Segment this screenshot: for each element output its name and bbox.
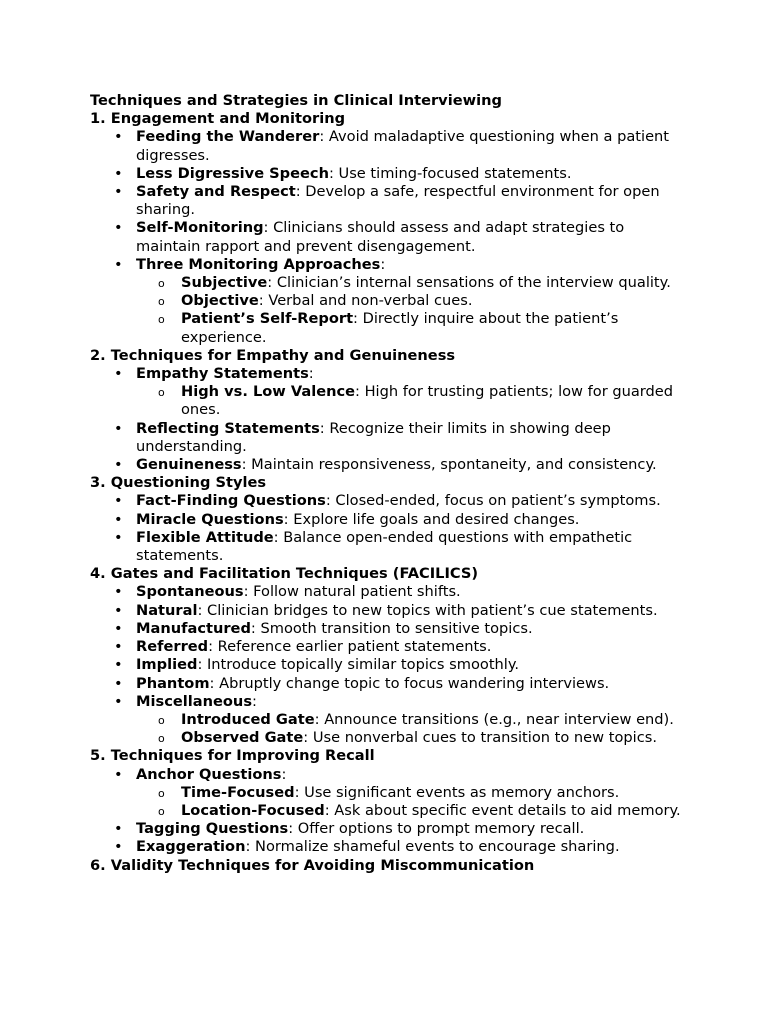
section-heading: 3. Questioning Styles — [90, 474, 267, 492]
bullet-list — [90, 583, 690, 747]
item-text: : — [252, 692, 257, 710]
item-term: Natural — [136, 601, 198, 619]
item-text: : Verbal and non-verbal cues. — [258, 292, 473, 310]
item-term: Safety and Respect — [136, 183, 296, 201]
bullet-list — [90, 365, 690, 474]
item-text: : Maintain responsiveness, spontaneity, and consistency. — [241, 456, 657, 474]
list-item — [90, 583, 690, 601]
bullet-list — [90, 766, 690, 857]
list-item — [90, 529, 690, 565]
item-text: : Clinician bridges to new topics with patient’s cue statements. — [197, 601, 658, 619]
item-term: Feeding the Wanderer — [136, 128, 320, 146]
list-item — [90, 256, 690, 347]
item-text: : Directly inquire about the patient’s experience. — [181, 310, 619, 346]
item-text: : Announce transitions (e.g., near interview end). — [314, 710, 674, 728]
sub-bullet-list — [90, 274, 690, 347]
item-text: : Recognize their limits in showing deep understanding. — [136, 419, 611, 455]
sub-list-item — [90, 310, 690, 346]
item-text: : Abruptly change topic to focus wandering interviews. — [209, 674, 610, 692]
item-text: : Introduce topically similar topics smoothly. — [197, 656, 520, 674]
list-item — [90, 820, 690, 838]
list-item — [90, 219, 690, 255]
item-text: : Clinician’s internal sensations of the interview quality. — [267, 274, 671, 292]
section-heading: 4. Gates and Facilitation Techniques (FACILICS) — [90, 565, 479, 583]
item-text: : — [380, 255, 386, 273]
item-text: : Avoid maladaptive questioning when a patient digresses. — [136, 128, 670, 164]
sub-list-item — [90, 711, 690, 729]
item-text: : Closed-ended, focus on patient’s symptoms. — [325, 492, 661, 510]
item-term: Spontaneous — [136, 583, 244, 601]
list-item — [90, 656, 690, 674]
item-term: Objective — [181, 292, 259, 310]
item-term: Fact-Finding Questions — [136, 492, 326, 510]
list-item — [90, 511, 690, 529]
item-text: : Ask about specific event details to aid memory. — [324, 801, 681, 819]
item-text: : Use timing-focused statements. — [328, 164, 572, 182]
list-item — [90, 693, 690, 748]
sub-list-item — [90, 802, 690, 820]
item-term: Phantom — [136, 674, 210, 692]
item-term: Introduced Gate — [181, 710, 315, 728]
list-item — [90, 766, 690, 821]
list-item — [90, 365, 690, 420]
item-text: : Clinicians should assess and adapt strategies to maintain rapport and prevent disengagement. — [136, 219, 625, 255]
item-term: Empathy Statements — [136, 365, 309, 383]
list-item — [90, 602, 690, 620]
sub-bullet-list — [90, 711, 690, 747]
list-item — [90, 128, 690, 164]
sub-list-item — [90, 383, 690, 419]
document-title: Techniques and Strategies in Clinical Interviewing — [90, 92, 502, 109]
list-item — [90, 165, 690, 183]
item-term: Three Monitoring Approaches — [136, 255, 381, 273]
item-term: Miracle Questions — [136, 510, 284, 528]
section-heading: 2. Techniques for Empathy and Genuineness — [90, 346, 456, 364]
item-text: : Balance open-ended questions with empathetic statements. — [136, 528, 633, 565]
item-term: Flexible Attitude — [136, 528, 274, 546]
item-term: Observed Gate — [181, 729, 304, 747]
item-term: Implied — [136, 656, 198, 674]
list-item — [90, 456, 690, 474]
item-text: : Use significant events as memory anchors. — [294, 783, 620, 801]
list-item — [90, 183, 690, 219]
item-term: Referred — [136, 638, 209, 656]
list-item — [90, 620, 690, 638]
item-term: Exaggeration — [136, 838, 246, 856]
bullet-list — [90, 492, 690, 565]
item-text: : Reference earlier patient statements. — [208, 638, 492, 656]
item-term: Miscellaneous — [136, 692, 253, 710]
item-term: Location-Focused — [181, 801, 325, 819]
section-heading: 5. Techniques for Improving Recall — [90, 747, 375, 765]
item-text: : Smooth transition to sensitive topics. — [250, 619, 533, 637]
bullet-list — [90, 128, 690, 346]
item-text: : Normalize shameful events to encourage sharing. — [245, 838, 620, 856]
item-term: Tagging Questions — [136, 820, 289, 838]
item-text: : — [281, 765, 287, 783]
item-term: Genuineness — [136, 456, 242, 474]
item-term: Reflecting Statements — [136, 419, 320, 437]
item-term: Subjective — [181, 274, 268, 292]
item-text: : Follow natural patient shifts. — [243, 583, 461, 601]
item-term: High vs. Low Valence — [181, 383, 356, 401]
item-text: : Develop a safe, respectful environment for open sharing. — [136, 183, 660, 219]
sub-bullet-list — [90, 383, 690, 419]
sub-list-item — [90, 274, 690, 292]
list-item — [90, 675, 690, 693]
list-item — [90, 838, 690, 856]
document-body — [90, 92, 690, 875]
sub-list-item — [90, 784, 690, 802]
section-heading: 1. Engagement and Monitoring — [90, 110, 346, 128]
item-term: Time-Focused — [181, 783, 295, 801]
sub-list-item — [90, 292, 690, 310]
item-text: : — [308, 365, 314, 383]
section-heading: 6. Validity Techniques for Avoiding Miscommunication — [90, 856, 535, 874]
item-term: Anchor Questions — [136, 765, 282, 783]
item-term: Less Digressive Speech — [136, 164, 329, 182]
list-item — [90, 638, 690, 656]
sub-bullet-list — [90, 784, 690, 820]
item-term: Patient’s Self-Report — [181, 310, 354, 328]
item-text: : Use nonverbal cues to transition to new topics. — [303, 729, 657, 747]
list-item — [90, 420, 690, 456]
sub-list-item — [90, 729, 690, 747]
item-text: : Offer options to prompt memory recall. — [288, 820, 585, 838]
item-term: Self-Monitoring — [136, 219, 264, 237]
item-text: : High for trusting patients; low for guarded ones. — [181, 383, 674, 419]
item-term: Manufactured — [136, 619, 251, 637]
list-item — [90, 492, 690, 510]
item-text: : Explore life goals and desired changes. — [283, 510, 580, 528]
